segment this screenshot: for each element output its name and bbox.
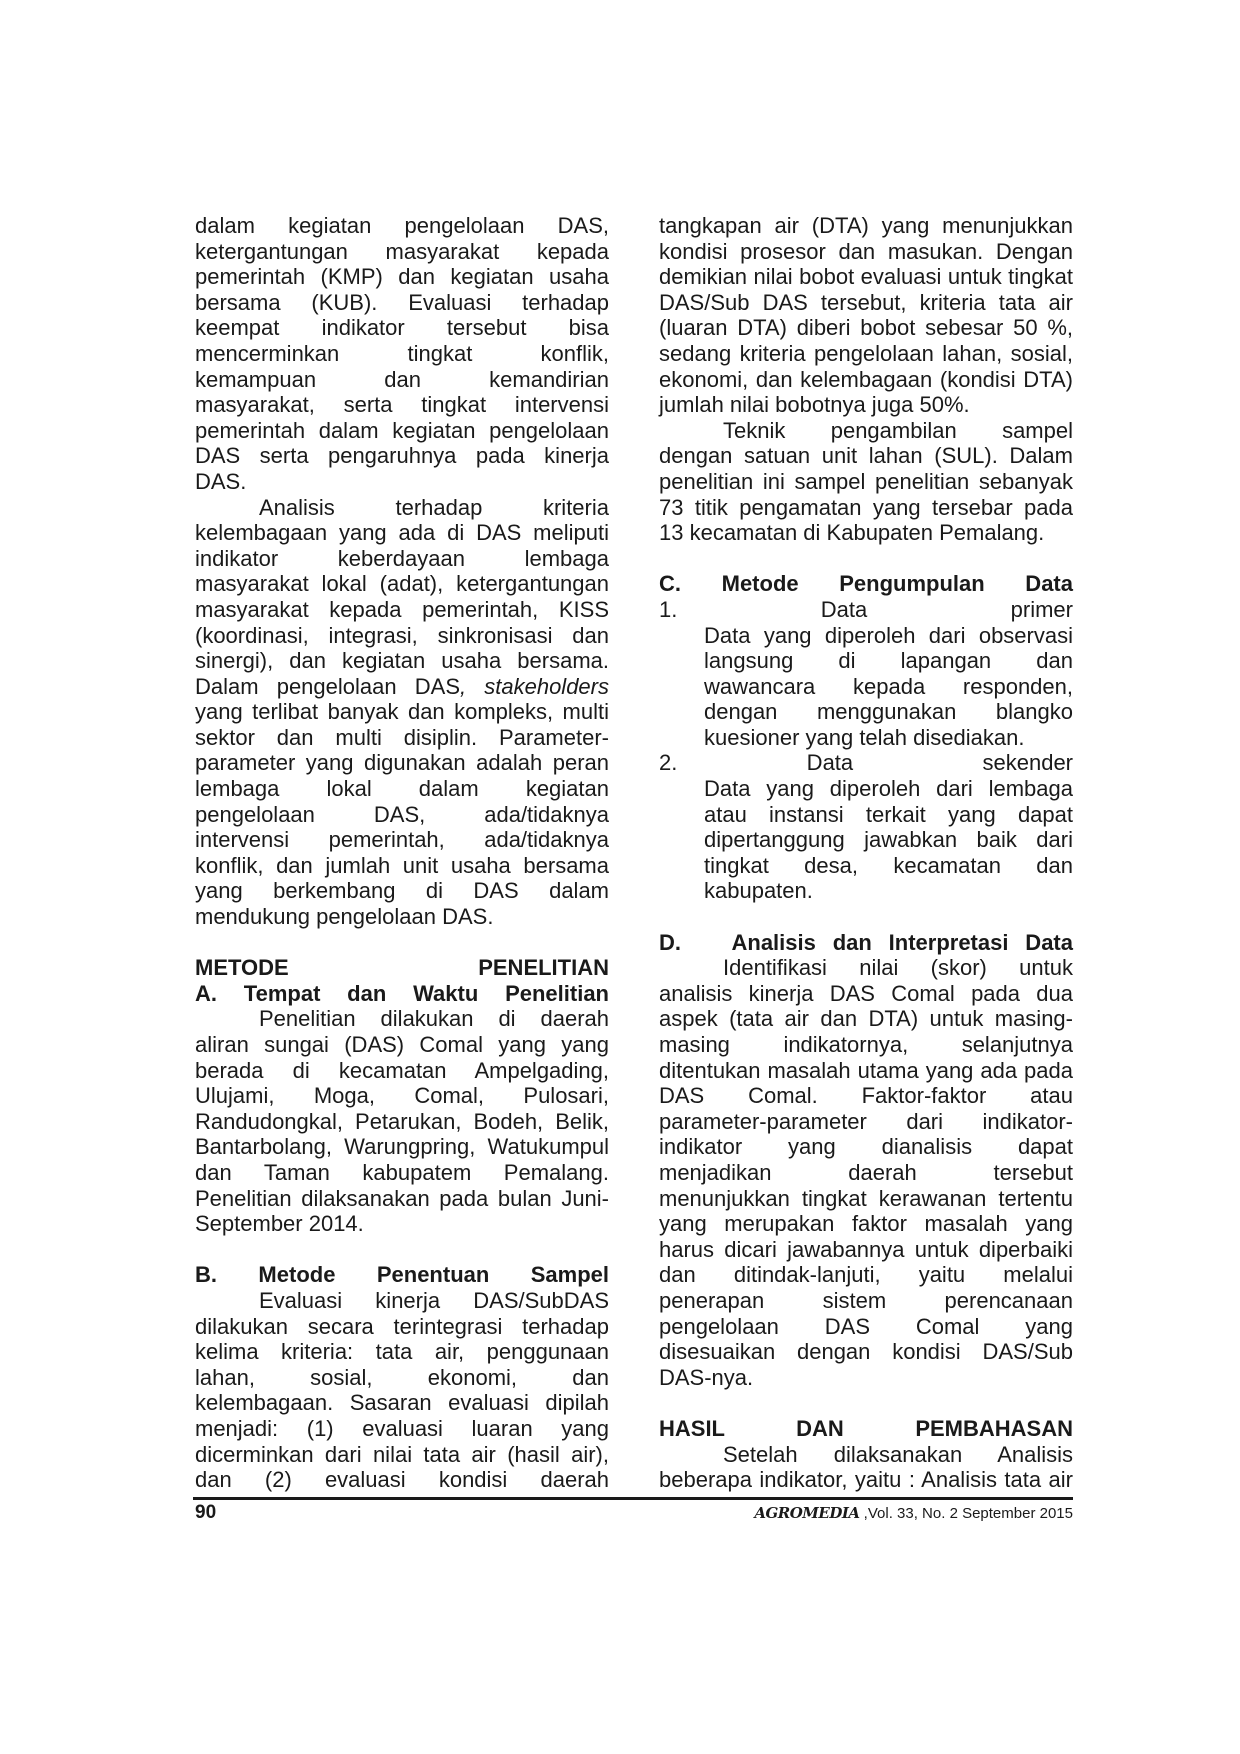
text-line: yang merupakan faktor masalah yang bbox=[659, 1211, 1073, 1237]
text-line: Data yang diperoleh dari lembaga bbox=[704, 776, 1073, 802]
text-line: DAS serta pengaruhnya pada kinerja bbox=[195, 443, 609, 469]
left-column bbox=[195, 213, 609, 1493]
text-line: Data yang diperoleh dari observasi bbox=[704, 622, 1073, 648]
text-line: tangkapan air (DTA) yang menunjukkan bbox=[659, 213, 1073, 238]
text-line: aliran sungai (DAS) Comal yang yang bbox=[195, 1032, 609, 1057]
text-line: lahan, sosial, ekonomi, dan bbox=[195, 1364, 609, 1390]
text-line: masyarakat kepada pemerintah, KISS bbox=[195, 596, 609, 622]
text-line: lembaga lokal dalam kegiatan bbox=[195, 776, 609, 802]
text-line: Analisis terhadap kriteria bbox=[259, 494, 609, 520]
text-line: sinergi), dan kegiatan usaha bersama. bbox=[195, 648, 609, 674]
text-line: Randudongkal, Petarukan, Bodeh, Belik, bbox=[195, 1108, 609, 1134]
text-line: dan ditindak-lanjuti, yaitu melalui bbox=[659, 1262, 1073, 1288]
list-item-body bbox=[704, 623, 1073, 751]
text-line: jumlah nilai bobotnya juga 50%. bbox=[659, 392, 970, 418]
text-line: bersama (KUB). Evaluasi terhadap bbox=[195, 289, 609, 315]
text-line: wawancara kepada responden, bbox=[704, 673, 1073, 699]
text-line: masyarakat lokal (adat), ketergantungan bbox=[195, 571, 609, 597]
text-line: kuesioner yang telah disediakan. bbox=[704, 724, 1025, 750]
text-line: menunjukkan tingkat kerawanan tertentu bbox=[659, 1185, 1073, 1211]
list-item-label: 1. Data primer bbox=[659, 596, 1073, 622]
text-line: masing indikatornya, selanjutnya bbox=[659, 1032, 1073, 1057]
text-line: penerapan sistem perencanaan bbox=[659, 1287, 1073, 1313]
text-line: berada di kecamatan Ampelgading, bbox=[195, 1057, 609, 1083]
text-line: mencerminkan tingkat konflik, bbox=[195, 340, 609, 366]
text-line: mendukung pengelolaan DAS. bbox=[195, 904, 494, 930]
journal-logo: AGROMEDIA bbox=[754, 1504, 860, 1522]
journal-info bbox=[754, 1504, 1073, 1522]
text-line: beberapa indikator, yaitu : Analisis tata air bbox=[659, 1467, 1073, 1493]
paragraph bbox=[659, 955, 1073, 1390]
text-line: Identifikasi nilai (skor) untuk bbox=[723, 955, 1073, 981]
text-line: kelembagaan yang ada di DAS meliputi bbox=[195, 520, 609, 546]
text-line: konflik, dan jumlah unit usaha bersama bbox=[195, 852, 609, 878]
text-line: intervensi pemerintah, ada/tidaknya bbox=[195, 827, 609, 853]
text-line: dan Taman kabupatem Pemalang. bbox=[195, 1159, 609, 1185]
text-line: DAS Comal. Faktor-faktor atau bbox=[659, 1083, 1073, 1109]
section-title: HASIL DAN PEMBAHASAN bbox=[659, 1415, 1073, 1441]
text-line: pemerintah dalam kegiatan pengelolaan bbox=[195, 417, 609, 443]
text-line: Teknik pengambilan sampel bbox=[723, 417, 1073, 443]
text-line: dengan menggunakan blangko bbox=[704, 699, 1073, 725]
text-line: yang terlibat banyak dan kompleks, multi bbox=[195, 699, 609, 725]
paragraph bbox=[195, 1006, 609, 1236]
text-line: ditentukan masalah utama yang ada pada bbox=[659, 1057, 1073, 1083]
text-line: pengelolaan DAS Comal yang bbox=[659, 1313, 1073, 1339]
text-line: keempat indikator tersebut bisa bbox=[195, 315, 609, 341]
text-line: dalam kegiatan pengelolaan DAS, bbox=[195, 213, 609, 238]
section-title: METODE PENELITIAN bbox=[195, 955, 609, 981]
text-line: Evaluasi kinerja DAS/SubDAS bbox=[259, 1287, 609, 1313]
text-line: dengan satuan unit lahan (SUL). Dalam bbox=[659, 443, 1073, 469]
text-line: dipertanggung jawabkan baik dari bbox=[704, 827, 1073, 853]
text-line: sektor dan multi disiplin. Parameter- bbox=[195, 724, 609, 750]
paragraph bbox=[659, 213, 1073, 418]
page-number: 90 bbox=[195, 1502, 217, 1523]
subsection-title: B. Metode Penentuan Sampel bbox=[195, 1262, 609, 1288]
text-line: menjadikan daerah tersebut bbox=[659, 1159, 1073, 1185]
text-line: DAS/Sub DAS tersebut, kriteria tata air bbox=[659, 289, 1073, 315]
subsection-title: D. Analisis dan Interpretasi Data bbox=[659, 929, 1073, 955]
text-line: penelitian ini sampel penelitian sebanyak bbox=[659, 468, 1073, 494]
text-line: indikator keberdayaan lembaga bbox=[195, 545, 609, 571]
text-line: Setelah dilaksanakan Analisis bbox=[723, 1441, 1073, 1467]
text-line: atau instansi terkait yang dapat bbox=[704, 801, 1073, 827]
text-line: langsung di lapangan dan bbox=[704, 648, 1073, 674]
paragraph bbox=[195, 495, 609, 930]
text-line: dilakukan secara terintegrasi terhadap bbox=[195, 1313, 609, 1339]
subsection-title: C. Metode Pengumpulan Data bbox=[659, 571, 1073, 597]
text-line: parameter yang digunakan adalah peran bbox=[195, 750, 609, 776]
text-line: September 2014. bbox=[195, 1211, 364, 1237]
text-line: menjadi: (1) evaluasi luaran yang bbox=[195, 1415, 609, 1441]
text-line: pemerintah (KMP) dan kegiatan usaha bbox=[195, 264, 609, 290]
text-line: Bantarbolang, Warungpring, Watukumpul bbox=[195, 1134, 609, 1160]
text-line: dan (2) evaluasi kondisi daerah bbox=[195, 1467, 609, 1493]
text-line: Penelitian dilakukan di daerah bbox=[259, 1006, 609, 1032]
text-line: sedang kriteria pengelolaan lahan, sosial, bbox=[659, 340, 1073, 366]
text-line: harus dicari jawabannya untuk diperbaiki bbox=[659, 1236, 1073, 1262]
text-line: yang berkembang di DAS dalam bbox=[195, 878, 609, 904]
text-line: (luaran DTA) diberi bobot sebesar 50 %, bbox=[659, 315, 1073, 341]
text-line: DAS-nya. bbox=[659, 1364, 754, 1390]
text-line: indikator yang dianalisis dapat bbox=[659, 1134, 1073, 1160]
paragraph bbox=[659, 1442, 1073, 1493]
text-line: aspek (tata air dan DTA) untuk masing- bbox=[659, 1006, 1073, 1032]
subsection-title: A. Tempat dan Waktu Penelitian bbox=[195, 980, 609, 1006]
text-line: demikian nilai bobot evaluasi untuk tingkat bbox=[659, 264, 1073, 290]
text-line: DAS. bbox=[195, 468, 247, 494]
footer-rule bbox=[193, 1497, 1073, 1500]
paragraph bbox=[195, 1288, 609, 1493]
text-line: 73 titik pengamatan yang tersebar pada bbox=[659, 494, 1073, 520]
paragraph bbox=[195, 213, 609, 495]
text-line: 13 kecamatan di Kabupaten Pemalang. bbox=[659, 520, 1045, 546]
text-line: kelembagaan. Sasaran evaluasi dipilah bbox=[195, 1390, 609, 1416]
text-line: kelima kriteria: tata air, penggunaan bbox=[195, 1339, 609, 1365]
text-line: Ulujami, Moga, Comal, Pulosari, bbox=[195, 1083, 609, 1109]
paragraph bbox=[659, 418, 1073, 546]
text-line: Penelitian dilaksanakan pada bulan Juni- bbox=[195, 1185, 609, 1211]
text-line: kondisi prosesor dan masukan. Dengan bbox=[659, 238, 1073, 264]
list-item-body bbox=[704, 776, 1073, 904]
text-line: parameter-parameter dari indikator- bbox=[659, 1108, 1073, 1134]
text-line: tingkat desa, kecamatan dan bbox=[704, 852, 1073, 878]
text-line: disesuaikan dengan kondisi DAS/Sub bbox=[659, 1339, 1073, 1365]
text-line: kemampuan dan kemandirian bbox=[195, 366, 609, 392]
text-line: dicerminkan dari nilai tata air (hasil air), bbox=[195, 1441, 609, 1467]
right-column bbox=[659, 213, 1073, 1493]
italic-term: , stakeholders bbox=[460, 673, 609, 699]
text-line: ekonomi, dan kelembagaan (kondisi DTA) bbox=[659, 366, 1073, 392]
text-line: (koordinasi, integrasi, sinkronisasi dan bbox=[195, 622, 609, 648]
journal-issue: ,Vol. 33, No. 2 September 2015 bbox=[859, 1505, 1073, 1522]
text-line: masyarakat, serta tingkat intervensi bbox=[195, 392, 609, 418]
text-line bbox=[195, 674, 609, 700]
text-run: Dalam pengelolaan DAS bbox=[195, 673, 460, 699]
text-line: pengelolaan DAS, ada/tidaknya bbox=[195, 801, 609, 827]
text-line: analisis kinerja DAS Comal pada dua bbox=[659, 980, 1073, 1006]
text-line: kabupaten. bbox=[704, 878, 813, 904]
list-item-label: 2. Data sekender bbox=[659, 750, 1073, 776]
text-line: ketergantungan masyarakat kepada bbox=[195, 238, 609, 264]
